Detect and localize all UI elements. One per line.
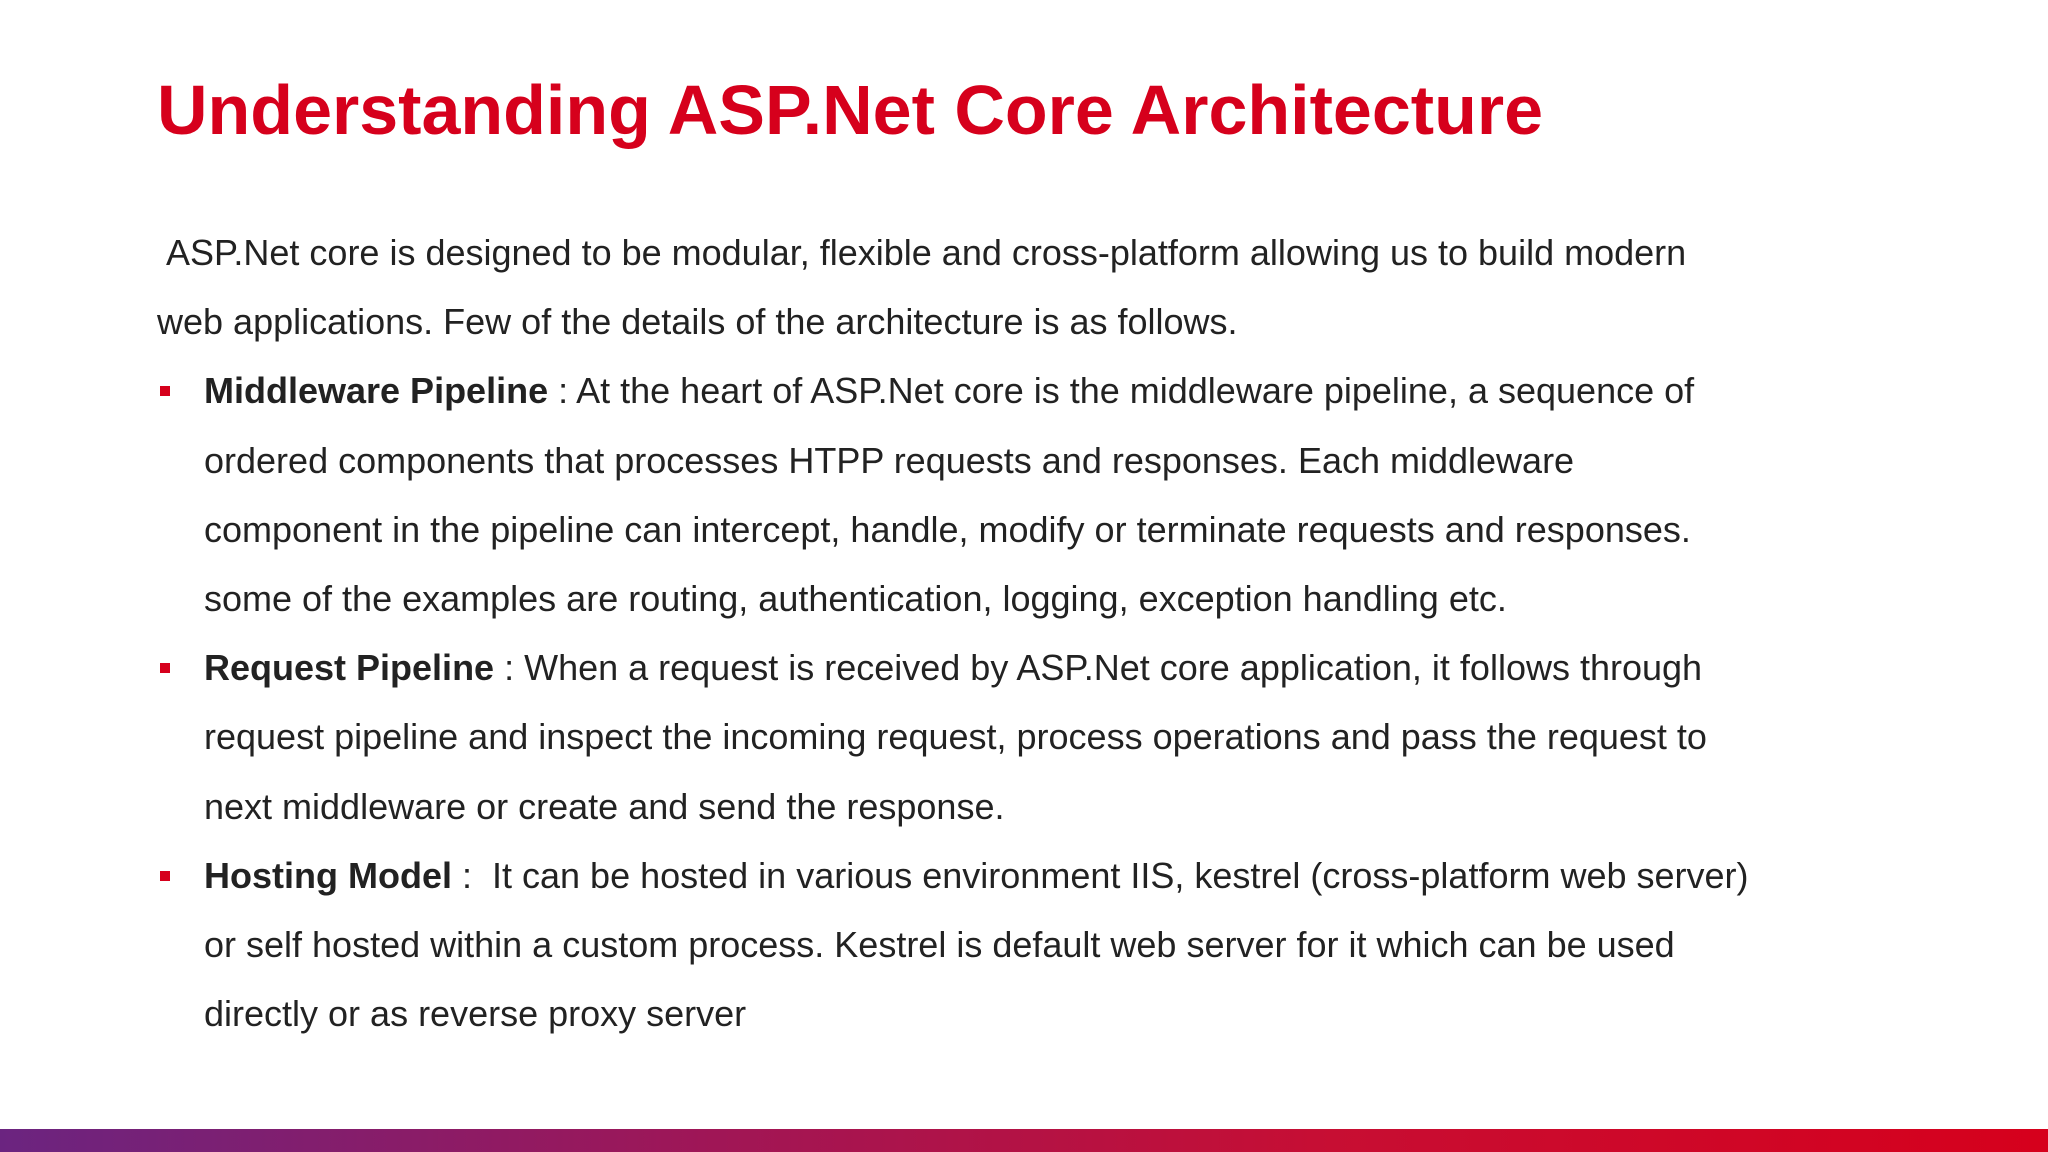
bullet-line: request pipeline and inspect the incoming request, process operations and pass the request to	[204, 716, 1707, 758]
bullet-text: : It can be hosted in various environment IIS, kestrel (cross-platform web server)	[451, 854, 1749, 896]
bullet-line: next middleware or create and send the response.	[204, 785, 1005, 827]
bullet-term: Hosting Model	[204, 854, 452, 896]
bullet-item-middleware-pipeline	[157, 356, 1897, 633]
bullet-item-request-pipeline	[157, 633, 1897, 841]
bullet-line: or self hosted within a custom process. Kestrel is default web server for it which can be used	[204, 924, 1675, 966]
bullet-line	[204, 356, 1897, 425]
bottom-gradient-bar	[0, 1129, 2048, 1152]
bullet-line: ordered components that processes HTPP requests and responses. Each middleware	[204, 439, 1575, 481]
intro-paragraph	[157, 218, 1897, 356]
bullet-term: Request Pipeline	[204, 647, 495, 689]
square-bullet-icon	[160, 871, 170, 881]
bullet-line: some of the examples are routing, authentication, logging, exception handling etc.	[204, 578, 1507, 620]
square-bullet-icon	[160, 386, 170, 396]
bullet-line: directly or as reverse proxy server	[204, 993, 747, 1035]
slide-body	[157, 218, 1897, 1048]
bullet-list	[157, 356, 1897, 1048]
slide-title: Understanding ASP.Net Core Architecture	[157, 71, 1544, 149]
intro-line-1: ASP.Net core is designed to be modular, flexible and cross-platform allowing us to build modern	[166, 232, 1687, 273]
bullet-text: : At the heart of ASP.Net core is the middleware pipeline, a sequence of	[548, 370, 1695, 412]
bullet-line: component in the pipeline can intercept, handle, modify or terminate requests and responses.	[204, 508, 1691, 550]
square-bullet-icon	[160, 663, 170, 673]
bullet-text: : When a request is received by ASP.Net core application, it follows through	[494, 647, 1703, 689]
bullet-item-hosting-model	[157, 841, 1897, 1049]
bullet-term: Middleware Pipeline	[204, 370, 549, 412]
bullet-line	[204, 633, 1897, 702]
bullet-line	[204, 841, 1897, 910]
intro-line-2: web applications. Few of the details of the architecture is as follows.	[157, 301, 1238, 343]
